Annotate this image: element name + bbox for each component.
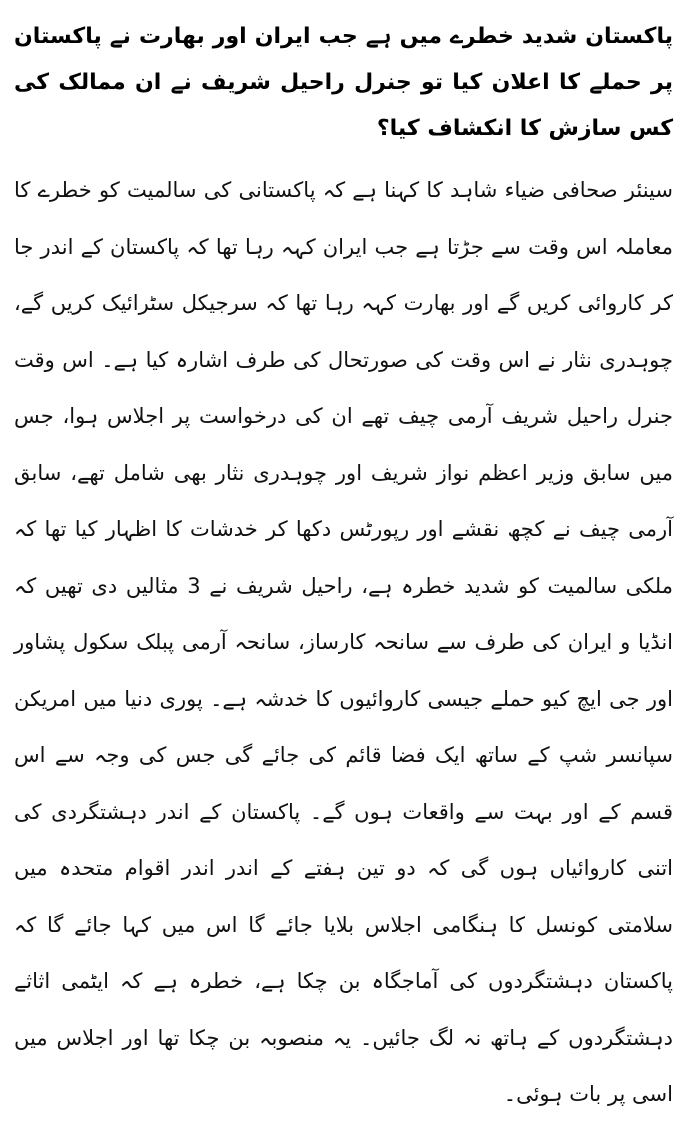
article-headline: پاکستان شدید خطرے میں ہے جب ایران اور بھارت نے پاکستان پر حملے کا اعلان کیا تو جنرل راحیل شریف نے ان ممالک کی کس سازش کا انکشاف کیا؟ [14, 24, 673, 141]
news-article [14, 14, 673, 1123]
article-body: سینئر صحافی ضیاء شاہد کا کہنا ہے کہ پاکستانی کی سالمیت کو خطرے کا معاملہ اس وقت سے جڑتا ہے جب ایران کہہ رہا تھا کہ پاکستان کے اندر جا کر کاروائی کریں گے اور بھارت کہہ رہا تھا کہ سرجیکل سٹرائیک کریں گے، چوہدری نثار نے اس وقت کی صورتحال کی طرف اشارہ کیا ہے۔ اس وقت جنرل راحیل شریف آرمی چیف تھے ان کی درخواست پر اجلاس ہوا، جس میں سابق وزیر اعظم نواز شریف اور چوہدری نثار بھی شامل تھے، سابق آرمی چیف نے کچھ نقشے اور رپورٹس دکھا کر خدشات کا اظہار کیا تھا کہ ملکی سالمیت کو شدید خطرہ ہے، راحیل شریف نے 3 مثالیں دی تھیں کہ انڈیا و ایران کی طرف سے سانحہ کارساز، سانحہ آرمی پبلک سکول پشاور اور جی ایچ کیو حملے جیسی کاروائیوں کا خدشہ ہے۔ پوری دنیا میں امریکن سپانسر شپ کے ساتھ ایک فضا قائم کی جائے گی جس کی وجہ سے اس قسم کے اور بہت سے واقعات ہوں گے۔ پاکستان کے اندر دہشتگردی کی اتنی کاروائیاں ہوں گی کہ دو تین ہفتے کے اندر اندر اقوام متحدہ میں سلامتی کونسل کا ہنگامی اجلاس بلایا جائے گا اس میں کہا جائے گا کہ پاکستان دہشتگردوں کی آماجگاہ بن چکا ہے، خطرہ ہے کہ ایٹمی اثاثے دہشتگردوں کے ہاتھ نہ لگ جائیں۔ یہ منصوبہ بن چکا تھا اور اجلاس میں اسی پر بات ہوئی۔ [14, 178, 673, 1106]
